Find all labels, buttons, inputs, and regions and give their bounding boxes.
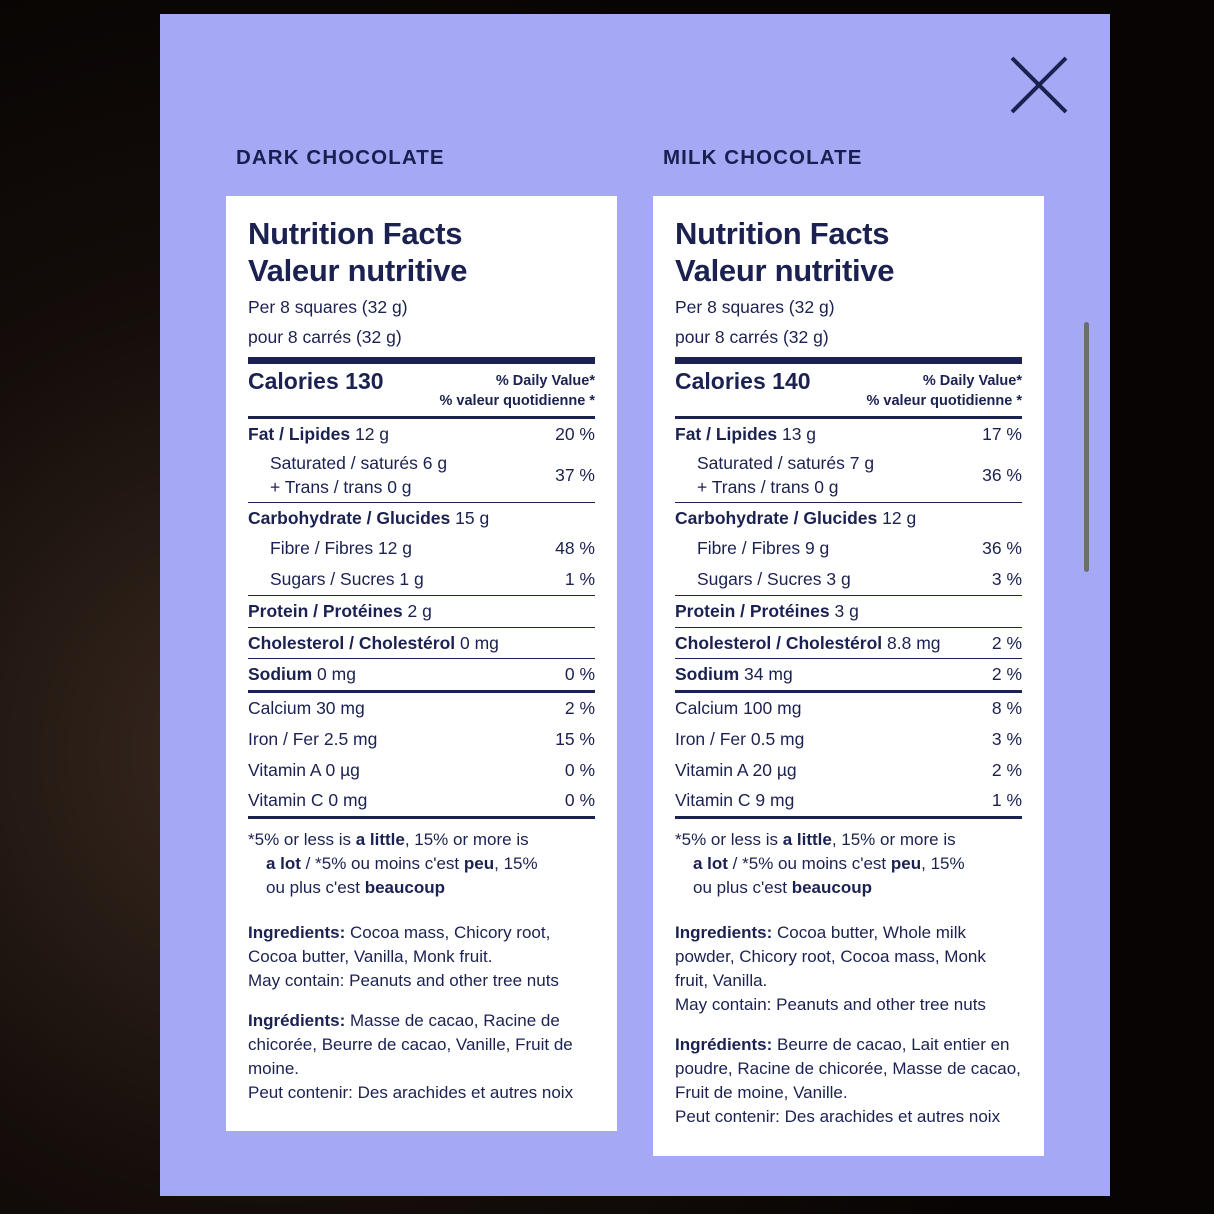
row-fibre (675, 533, 1022, 564)
trans-line: + Trans / trans 0 g (697, 476, 839, 497)
vitamin-a-dv: 0 % (564, 759, 595, 780)
row-vitamin-c (248, 785, 595, 816)
sodium-dv: 2 % (991, 664, 1022, 685)
fat-dv: 17 % (982, 423, 1022, 444)
fibre-label: Fibre / Fibres 9 g (697, 538, 830, 559)
footnote-part-4: , 15% (494, 854, 538, 874)
ingredients-en (248, 921, 595, 993)
row-carbohydrate (675, 503, 1022, 534)
fat-amount: 12 g (354, 423, 390, 444)
calories-label: Calories 130 (248, 368, 384, 395)
nutrition-columns (160, 146, 1110, 1156)
row-sugars (248, 564, 595, 595)
ingredients-fr-label: Ingrédients: (248, 1010, 346, 1030)
iron-label: Iron / Fer 0.5 mg (675, 728, 805, 749)
divider-thick (248, 357, 595, 364)
footnote-part-2: , 15% or more is (831, 830, 956, 850)
serving-size-en: Per 8 squares (32 g) (675, 297, 835, 318)
cholesterol-label: Cholesterol / Cholestérol (675, 632, 883, 653)
serving-size-en: Per 8 squares (32 g) (248, 297, 408, 318)
calcium-label: Calcium 30 mg (248, 698, 365, 719)
row-calcium (248, 693, 595, 724)
sodium-label: Sodium (675, 664, 740, 685)
protein-label: Protein / Protéines (248, 600, 403, 621)
daily-value-fr: % valeur quotidienne * (866, 392, 1022, 409)
fat-label: Fat / Lipides (675, 423, 778, 444)
column-title: DARK CHOCOLATE (236, 146, 445, 169)
sodium-amount: 0 mg (317, 664, 356, 685)
calories-row (675, 364, 1022, 415)
calories-label: Calories 140 (675, 368, 811, 395)
sugars-label: Sugars / Sucres 3 g (697, 569, 851, 590)
row-fat (248, 419, 595, 450)
saturated-line: Saturated / saturés 7 g (697, 453, 875, 474)
ingredients-en (675, 921, 1022, 1018)
row-vitamin-c (675, 785, 1022, 816)
saturated-dv: 37 % (555, 464, 595, 485)
row-cholesterol (248, 628, 595, 659)
ingredients-en-text: Cocoa butter, Whole milk powder, Chicory root, Cocoa mass, Monk fruit, Vanilla. (675, 922, 986, 990)
sugars-dv: 1 % (564, 569, 595, 590)
row-fat (675, 419, 1022, 450)
page-scrollbar[interactable] (1084, 322, 1089, 572)
divider-thick (675, 357, 1022, 364)
row-saturated-trans (248, 449, 595, 501)
calcium-label: Calcium 100 mg (675, 698, 802, 719)
fibre-dv: 48 % (555, 538, 595, 559)
close-icon[interactable] (1006, 52, 1072, 118)
may-contain-fr: Peut contenir: Des arachides et autres noix (248, 1083, 574, 1103)
saturated-dv: 36 % (982, 464, 1022, 485)
calcium-dv: 2 % (564, 698, 595, 719)
daily-value-footnote (248, 819, 595, 902)
vitamin-c-dv: 0 % (564, 790, 595, 811)
may-contain-fr: Peut contenir: Des arachides et autres noix (675, 1107, 1001, 1127)
nutrition-title-en: Nutrition Facts (675, 216, 890, 251)
footnote-bold-2: a lot (266, 854, 301, 874)
protein-amount: 2 g (407, 600, 432, 621)
ingredients-en-text: Cocoa mass, Chicory root, Cocoa butter, Vanilla, Monk fruit. (248, 922, 551, 966)
footnote-bold-1: a little (355, 830, 405, 850)
fat-dv: 20 % (555, 423, 595, 444)
row-iron (248, 724, 595, 755)
serving-size-fr: pour 8 carrés (32 g) (248, 327, 402, 348)
footnote-part-5: ou plus c'est (693, 878, 792, 898)
sodium-dv: 0 % (564, 664, 595, 685)
footnote-part-3: / *5% ou moins c'est (727, 854, 891, 874)
daily-value-en: % Daily Value* (922, 373, 1022, 390)
iron-label: Iron / Fer 2.5 mg (248, 728, 378, 749)
footnote-bold-3: peu (890, 854, 922, 874)
footnote-bold-2: a lot (693, 854, 728, 874)
iron-dv: 15 % (555, 728, 595, 749)
cholesterol-label: Cholesterol / Cholestérol (248, 632, 456, 653)
sugars-dv: 3 % (991, 569, 1022, 590)
ingredients-fr-text: Masse de cacao, Racine de chicorée, Beurre de cacao, Vanille, Fruit de moine. (248, 1010, 573, 1079)
row-sodium (675, 659, 1022, 690)
row-carbohydrate (248, 503, 595, 534)
vitamin-a-label: Vitamin A 0 µg (248, 759, 360, 780)
ingredients-fr (675, 1033, 1022, 1130)
footnote-part-1: *5% or less is (248, 830, 356, 850)
footnote-part-5: ou plus c'est (266, 878, 365, 898)
serving-size-fr: pour 8 carrés (32 g) (675, 327, 829, 348)
ingredients-block (248, 903, 595, 1106)
row-protein (248, 596, 595, 627)
row-cholesterol (675, 628, 1022, 659)
nutrition-title-fr: Valeur nutritive (675, 252, 895, 288)
calories-row (248, 364, 595, 415)
footnote-part-4: , 15% (921, 854, 965, 874)
saturated-line: Saturated / saturés 6 g (270, 453, 448, 474)
protein-label: Protein / Protéines (675, 600, 830, 621)
carb-amount: 12 g (882, 507, 917, 528)
fat-amount: 13 g (781, 423, 817, 444)
column-milk-chocolate (653, 146, 1044, 1156)
sugars-label: Sugars / Sucres 1 g (270, 569, 424, 590)
row-sodium (248, 659, 595, 690)
vitamin-a-label: Vitamin A 20 µg (675, 759, 797, 780)
carb-amount: 15 g (455, 507, 490, 528)
trans-line: + Trans / trans 0 g (270, 476, 412, 497)
ingredients-block (675, 903, 1022, 1130)
daily-value-footnote (675, 819, 1022, 902)
nutrition-title-en: Nutrition Facts (248, 216, 463, 251)
footnote-part-2: , 15% or more is (404, 830, 529, 850)
row-calcium (675, 693, 1022, 724)
footnote-bold-1: a little (782, 830, 832, 850)
cholesterol-dv: 2 % (991, 632, 1022, 653)
row-sugars (675, 564, 1022, 595)
footnote-bold-3: peu (463, 854, 495, 874)
row-saturated-trans (675, 449, 1022, 501)
fibre-dv: 36 % (982, 538, 1022, 559)
daily-value-en: % Daily Value* (495, 373, 595, 390)
column-title: MILK CHOCOLATE (663, 146, 863, 169)
vitamin-c-dv: 1 % (991, 790, 1022, 811)
cholesterol-amount: 0 mg (460, 632, 499, 653)
nutrition-modal (160, 14, 1110, 1196)
nutrition-title-fr: Valeur nutritive (248, 252, 468, 288)
row-fibre (248, 533, 595, 564)
sodium-label: Sodium (248, 664, 313, 685)
daily-value-fr: % valeur quotidienne * (439, 392, 595, 409)
footnote-bold-4: beaucoup (791, 878, 872, 898)
vitamin-c-label: Vitamin C 0 mg (248, 790, 368, 811)
fat-label: Fat / Lipides (248, 423, 351, 444)
row-vitamin-a (675, 755, 1022, 786)
row-vitamin-a (248, 755, 595, 786)
nutrition-facts-panel (226, 196, 617, 1131)
nutrition-facts-panel (653, 196, 1044, 1156)
footnote-part-3: / *5% ou moins c'est (300, 854, 464, 874)
row-iron (675, 724, 1022, 755)
vitamin-a-dv: 2 % (991, 759, 1022, 780)
protein-amount: 3 g (834, 600, 859, 621)
ingredients-en-label: Ingredients: (675, 922, 773, 942)
ingredients-en-label: Ingredients: (248, 922, 346, 942)
column-dark-chocolate (226, 146, 617, 1156)
carb-label: Carbohydrate / Glucides (675, 507, 878, 528)
cholesterol-amount: 8.8 mg (887, 632, 941, 653)
ingredients-fr (248, 1009, 595, 1106)
may-contain-en: May contain: Peanuts and other tree nuts (675, 994, 986, 1014)
ingredients-fr-text: Beurre de cacao, Lait entier en poudre, Racine de chicorée, Masse de cacao, Fruit de moine, Vanille. (675, 1035, 1021, 1103)
daily-value-header (440, 368, 596, 410)
carb-label: Carbohydrate / Glucides (248, 507, 451, 528)
footnote-part-1: *5% or less is (675, 830, 783, 850)
footnote-bold-4: beaucoup (364, 878, 445, 898)
sodium-amount: 34 mg (744, 664, 793, 685)
may-contain-en: May contain: Peanuts and other tree nuts (248, 970, 559, 990)
vitamin-c-label: Vitamin C 9 mg (675, 790, 795, 811)
ingredients-fr-label: Ingrédients: (675, 1035, 773, 1054)
iron-dv: 3 % (991, 728, 1022, 749)
row-protein (675, 596, 1022, 627)
daily-value-header (867, 368, 1023, 410)
calcium-dv: 8 % (991, 698, 1022, 719)
fibre-label: Fibre / Fibres 12 g (270, 538, 412, 559)
